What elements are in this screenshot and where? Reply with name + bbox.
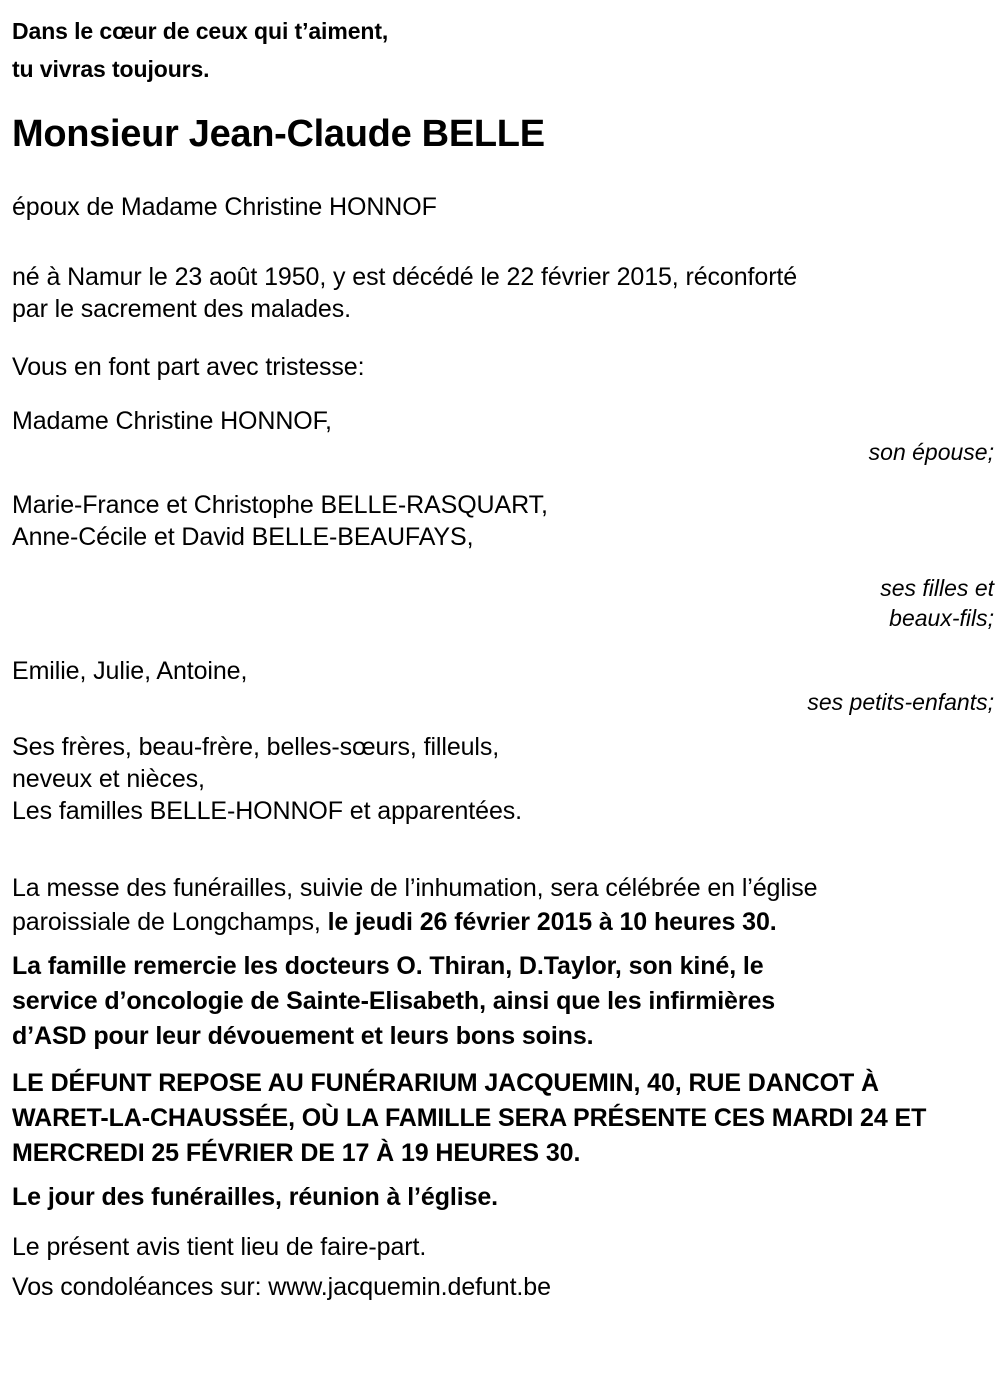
spacer [12, 553, 994, 573]
reunion-line: Le jour des funérailles, réunion à l’église. [12, 1183, 499, 1211]
epigraph-block [12, 12, 994, 88]
reunion-block [12, 1181, 994, 1213]
family-name: Anne-Cécile et David BELLE-BEAUFAYS, [12, 523, 474, 551]
other-relatives-block [12, 731, 994, 827]
notice-content [12, 0, 994, 1307]
thanks-line-1: La famille remercie les docteurs O. Thiran, D.Taylor, son kiné, le [12, 952, 764, 980]
relation-wrap [12, 687, 994, 717]
spouse-block [12, 191, 994, 223]
other-relatives-line-1: Ses frères, beau-frère, belles-sœurs, filleuls, [12, 733, 500, 761]
family-names [12, 655, 994, 687]
family-name: Marie-France et Christophe BELLE-RASQUART, [12, 491, 548, 519]
epigraph-line-1: Dans le cœur de ceux qui t’aiment, [12, 18, 389, 44]
repose-block [12, 1066, 994, 1171]
announcement-block [12, 351, 994, 383]
birth-death-line-1: né à Namur le 23 août 1950, y est décédé le 22 février 2015, réconforté [12, 263, 798, 291]
faire-part-line: Le présent avis tient lieu de faire-part. [12, 1233, 427, 1261]
family-group-grandchildren [12, 655, 994, 717]
relation-label-line-2: beaux-fils; [889, 605, 994, 631]
deceased-name: Monsieur Jean-Claude BELLE [12, 113, 545, 155]
relation-wrap [12, 437, 994, 467]
thanks-line-2: service d’oncologie de Sainte-Elisabeth, ainsi que les infirmières [12, 987, 776, 1015]
other-relatives-line-2: neveux et nièces, [12, 765, 205, 793]
condolences-line: Vos condoléances sur: www.jacquemin.defunt.be [12, 1273, 551, 1301]
epigraph-line-2: tu vivras toujours. [12, 56, 210, 82]
funeral-line-2 [12, 905, 994, 939]
funeral-line-2-regular: paroissiale de Longchamps, [12, 908, 328, 936]
relation-label: son épouse; [868, 439, 994, 465]
thanks-line-3: d’ASD pour leur dévouement et leurs bons soins. [12, 1022, 594, 1050]
other-relatives-line-3: Les familles BELLE-HONNOF et apparentées. [12, 797, 523, 825]
relation-wrap [12, 573, 994, 633]
family-name: Madame Christine HONNOF, [12, 407, 332, 435]
funeral-service-block [12, 871, 994, 939]
thanks-block [12, 949, 994, 1054]
birth-death-block [12, 261, 994, 325]
announcement-intro: Vous en font part avec tristesse: [12, 353, 365, 381]
relation-label-line-1: ses filles et [880, 575, 994, 601]
family-group-daughters [12, 489, 994, 633]
spouse-line: époux de Madame Christine HONNOF [12, 193, 437, 221]
family-names [12, 489, 994, 553]
repose-line-2: WARET-LA-CHAUSSÉE, OÙ LA FAMILLE SERA PRÉSENTE CES MARDI 24 ET [12, 1104, 927, 1132]
repose-line-1: LE DÉFUNT REPOSE AU FUNÉRARIUM JACQUEMIN, 40, RUE DANCOT À [12, 1069, 879, 1097]
family-group-spouse [12, 405, 994, 467]
relation-label: ses petits-enfants; [807, 689, 994, 715]
birth-death-line-2: par le sacrement des malades. [12, 295, 351, 323]
family-names [12, 405, 994, 437]
family-name: Emilie, Julie, Antoine, [12, 657, 248, 685]
repose-line-3: MERCREDI 25 FÉVRIER DE 17 À 19 HEURES 30. [12, 1139, 581, 1167]
funeral-datetime: le jeudi 26 février 2015 à 10 heures 30. [327, 908, 777, 936]
tail-block [12, 1227, 994, 1307]
funeral-line-1: La messe des funérailles, suivie de l’inhumation, sera célébrée en l’église [12, 874, 818, 902]
